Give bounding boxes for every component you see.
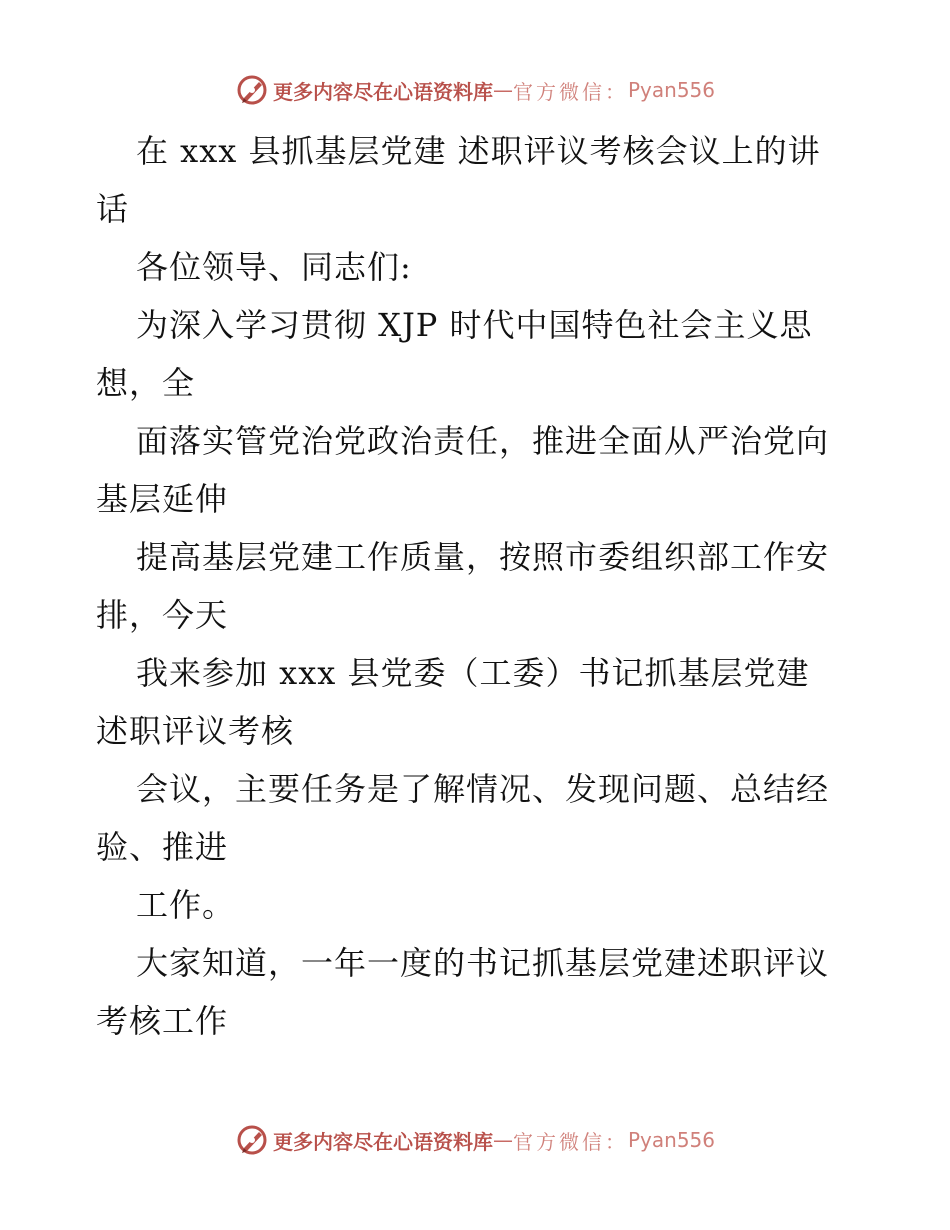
header-watermark: [0, 70, 950, 110]
text-line: 述职评议考核: [96, 712, 295, 750]
pen-logo-icon: [235, 1123, 269, 1157]
text-line: 考核工作: [96, 1002, 229, 1040]
text-line: 各位领导、同志们:: [136, 248, 412, 286]
watermark-slogan: 更多内容尽在心语资料库: [272, 1129, 493, 1154]
text-line: 话: [96, 190, 130, 228]
text-line: 提高基层党建工作质量，按照市委组织部工作安: [136, 538, 830, 576]
text-line: 工作。: [136, 886, 236, 924]
footer-watermark: [0, 1120, 950, 1160]
text-line: 我来参加 xxx 县党委（工委）书记抓基层党建: [136, 654, 810, 692]
watermark-separator: —: [492, 1128, 513, 1152]
text-line: 基层延伸: [96, 480, 229, 518]
text-line: 大家知道，一年一度的书记抓基层党建述职评议: [136, 944, 830, 982]
watermark-wechat-id: Pyan556: [627, 1128, 715, 1152]
text-line: 为深入学习贯彻 XJP 时代中国特色社会主义思: [136, 306, 813, 344]
watermark-slogan: 更多内容尽在心语资料库: [272, 79, 493, 104]
watermark-separator: —: [492, 78, 513, 102]
text-line: 验、推进: [96, 828, 229, 866]
text-line: 想，全: [96, 364, 196, 402]
pen-logo-icon: [235, 73, 269, 107]
watermark-official-label: 官方微信：: [512, 1129, 628, 1154]
text-line: 面落实管党治党政治责任，推进全面从严治党向: [136, 422, 830, 460]
watermark-wechat-id: Pyan556: [627, 78, 715, 102]
document-body: [96, 122, 856, 1050]
text-line: 在 xxx 县抓基层党建 述职评议考核会议上的讲: [136, 132, 821, 170]
watermark-official-label: 官方微信：: [512, 79, 628, 104]
text-line: 排，今天: [96, 596, 229, 634]
text-line: 会议，主要任务是了解情况、发现问题、总结经: [136, 770, 830, 808]
